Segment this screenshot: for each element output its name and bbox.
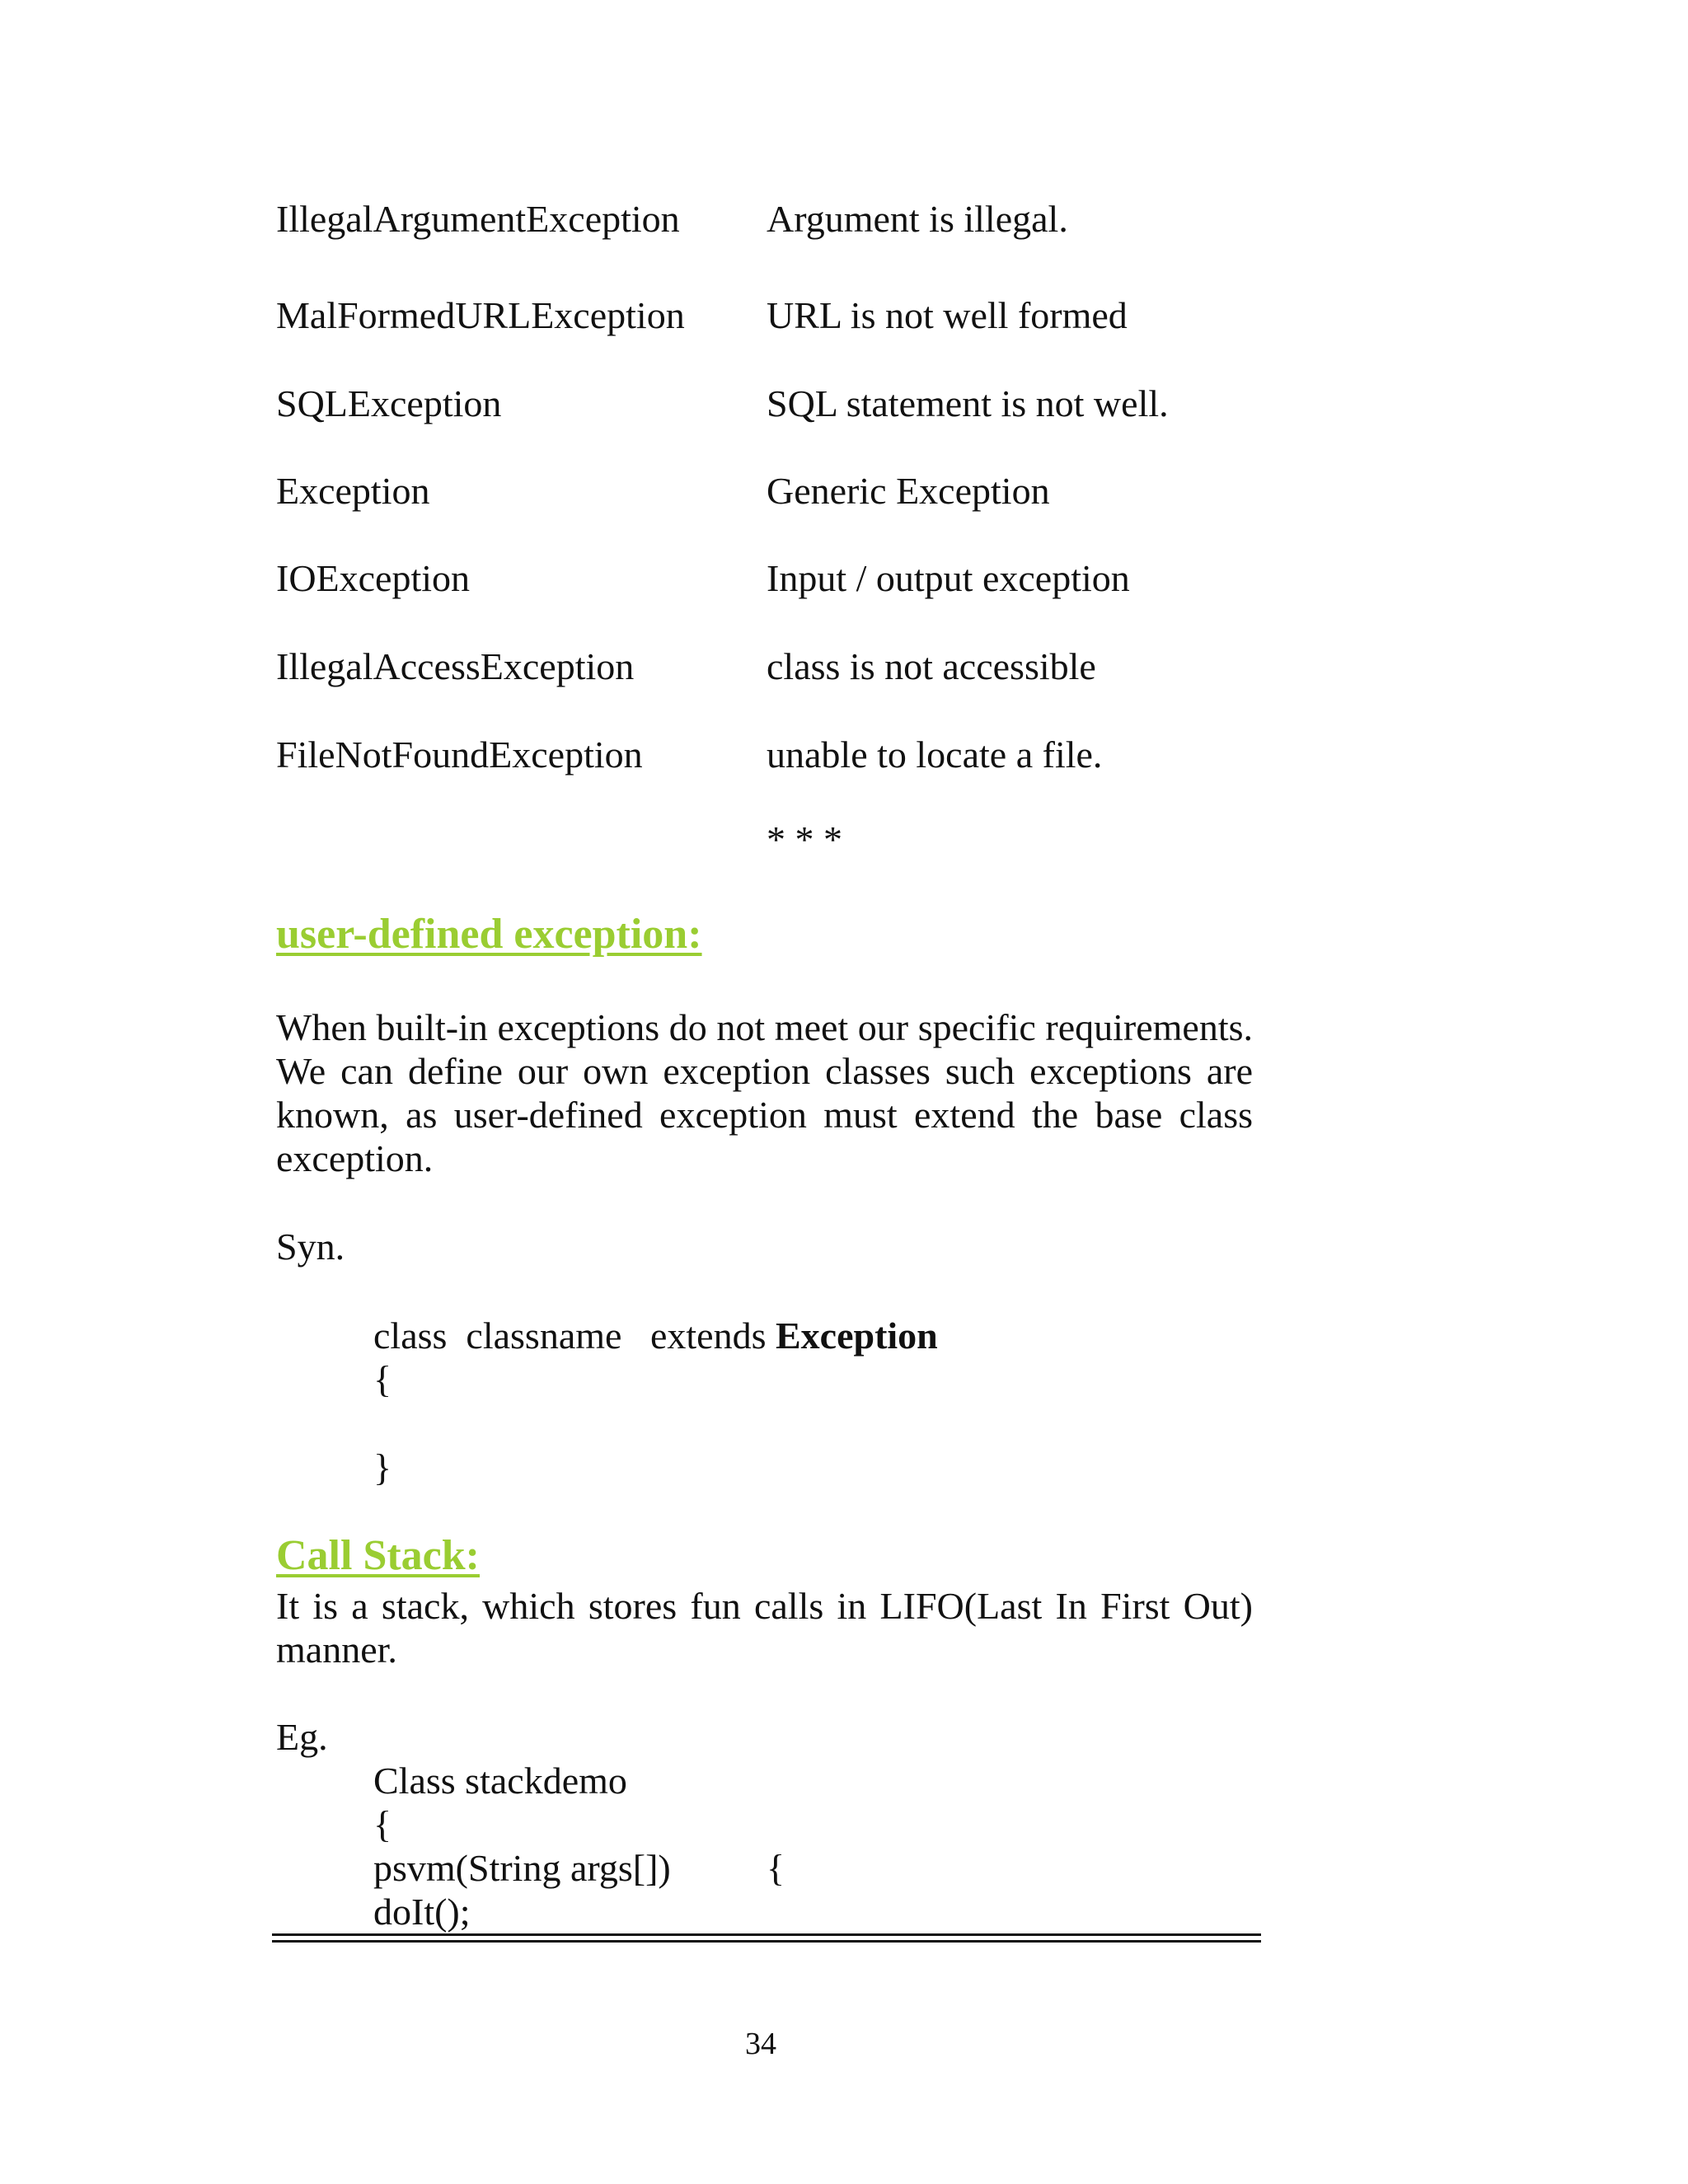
call-stack-heading: Call Stack: bbox=[276, 1532, 480, 1579]
example-code-line: { bbox=[373, 1803, 392, 1845]
user-defined-paragraph: When built-in exceptions do not meet our specific requirements. We can define our own exception classes such exceptions are known, as user-defined exception must extend the base class exception. bbox=[276, 1006, 1253, 1179]
syntax-close-brace: } bbox=[373, 1446, 392, 1488]
syntax-label: Syn. bbox=[276, 1226, 345, 1268]
call-stack-paragraph: It is a stack, which stores fun calls in LIFO(Last In First Out) manner. bbox=[276, 1585, 1253, 1671]
exception-name: SQLException bbox=[276, 382, 502, 424]
example-code-line: doIt(); bbox=[373, 1891, 471, 1933]
user-defined-heading: user-defined exception: bbox=[276, 911, 702, 958]
example-code-line: Class stackdemo bbox=[373, 1760, 627, 1802]
footer-rule bbox=[272, 1940, 1261, 1943]
syntax-code-line bbox=[373, 1317, 938, 1355]
syntax-open-brace: { bbox=[373, 1358, 392, 1400]
exception-description: SQL statement is not well. bbox=[767, 382, 1169, 424]
exception-name: Exception bbox=[276, 470, 430, 512]
exception-description: Argument is illegal. bbox=[767, 198, 1068, 240]
section-separator: * * * bbox=[767, 818, 842, 860]
syntax-code-keyword: Exception bbox=[775, 1315, 938, 1357]
exception-name: MalFormedURLException bbox=[276, 294, 685, 336]
exception-description: Input / output exception bbox=[767, 557, 1130, 599]
page-number: 34 bbox=[745, 2027, 776, 2061]
exception-name: IllegalAccessException bbox=[276, 645, 635, 687]
exception-description: Generic Exception bbox=[767, 470, 1050, 512]
example-code-brace: { bbox=[767, 1847, 785, 1889]
footer-rule bbox=[272, 1933, 1261, 1936]
exception-description: unable to locate a file. bbox=[767, 733, 1103, 776]
example-label: Eg. bbox=[276, 1716, 328, 1758]
exception-description: URL is not well formed bbox=[767, 294, 1128, 336]
exception-name: FileNotFoundException bbox=[276, 733, 643, 776]
example-code-line: psvm(String args[]) bbox=[373, 1847, 671, 1889]
exception-name: IOException bbox=[276, 557, 471, 599]
exception-description: class is not accessible bbox=[767, 645, 1096, 687]
syntax-code-prefix: class classname extends bbox=[373, 1315, 776, 1357]
exception-name: IllegalArgumentException bbox=[276, 198, 680, 240]
